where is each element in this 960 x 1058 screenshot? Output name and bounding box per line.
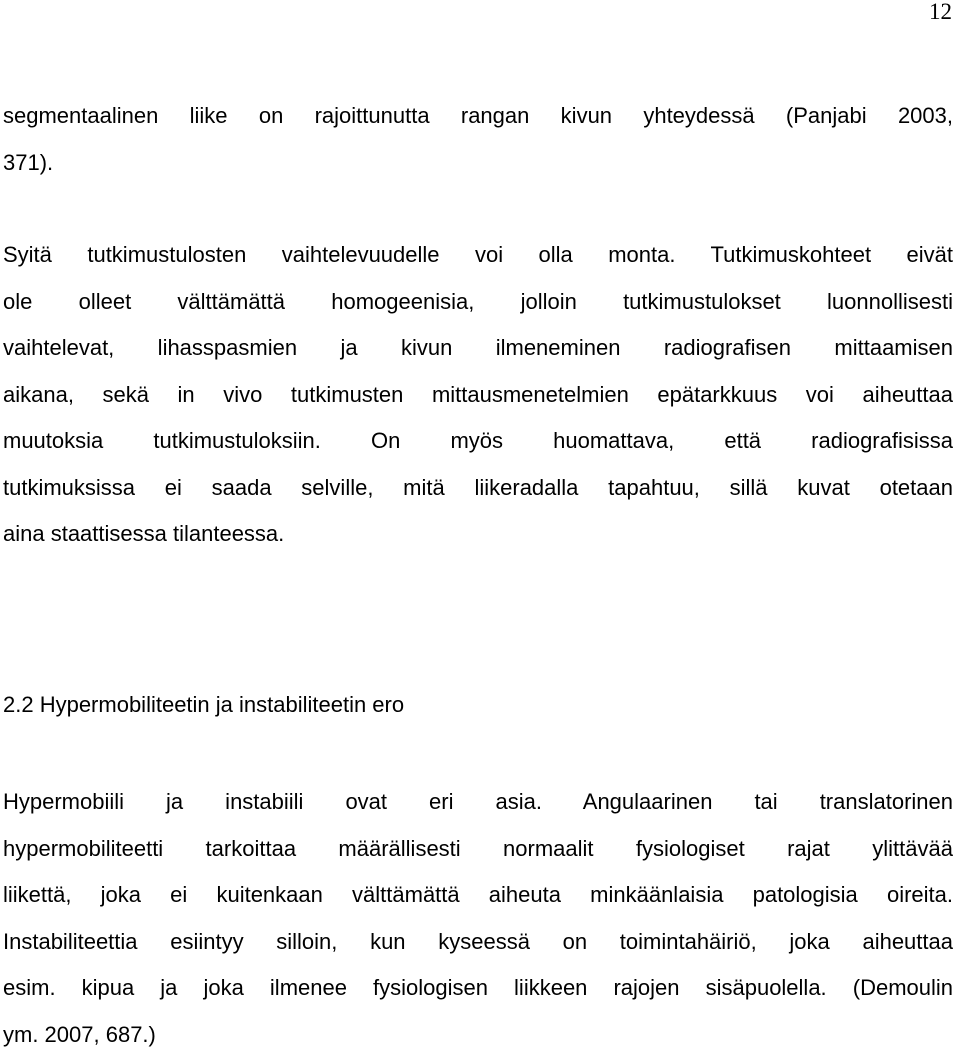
text-line: 371). xyxy=(3,140,953,187)
text-line: muutoksia tutkimustuloksiin. On myös huomattava, että radiografisissa xyxy=(3,418,953,465)
page-number: 12 xyxy=(929,0,952,26)
text-line: Instabiliteettia esiintyy silloin, kun kyseessä on toimintahäiriö, joka aiheuttaa xyxy=(3,919,953,966)
text-line: esim. kipua ja joka ilmenee fysiologisen liikkeen rajojen sisäpuolella. (Demoulin xyxy=(3,965,953,1012)
paragraph-segmental-motion xyxy=(3,93,953,186)
text-line: ym. 2007, 687.) xyxy=(3,1012,953,1058)
text-line: aina staattisessa tilanteessa. xyxy=(3,511,953,558)
text-line: Syitä tutkimustulosten vaihtelevuudelle voi olla monta. Tutkimuskohteet eivät xyxy=(3,232,953,279)
paragraph-result-variation xyxy=(3,232,953,558)
text-line: hypermobiliteetti tarkoittaa määrällisesti normaalit fysiologiset rajat ylittävää xyxy=(3,826,953,873)
text-line: tutkimuksissa ei saada selville, mitä liikeradalla tapahtuu, sillä kuvat otetaan xyxy=(3,465,953,512)
text-line: segmentaalinen liike on rajoittunutta rangan kivun yhteydessä (Panjabi 2003, xyxy=(3,93,953,140)
text-line: Hypermobiili ja instabiili ovat eri asia. Angulaarinen tai translatorinen xyxy=(3,779,953,826)
paragraph-hypermobility-instability xyxy=(3,779,953,1058)
text-line: aikana, sekä in vivo tutkimusten mittausmenetelmien epätarkkuus voi aiheuttaa xyxy=(3,372,953,419)
text-line: liikettä, joka ei kuitenkaan välttämättä aiheuta minkäänlaisia patologisia oireita. xyxy=(3,872,953,919)
section-heading: 2.2 Hypermobiliteetin ja instabiliteetin ero xyxy=(3,682,404,728)
text-line: ole olleet välttämättä homogeenisia, jolloin tutkimustulokset luonnollisesti xyxy=(3,279,953,326)
text-line: vaihtelevat, lihasspasmien ja kivun ilmeneminen radiografisen mittaamisen xyxy=(3,325,953,372)
